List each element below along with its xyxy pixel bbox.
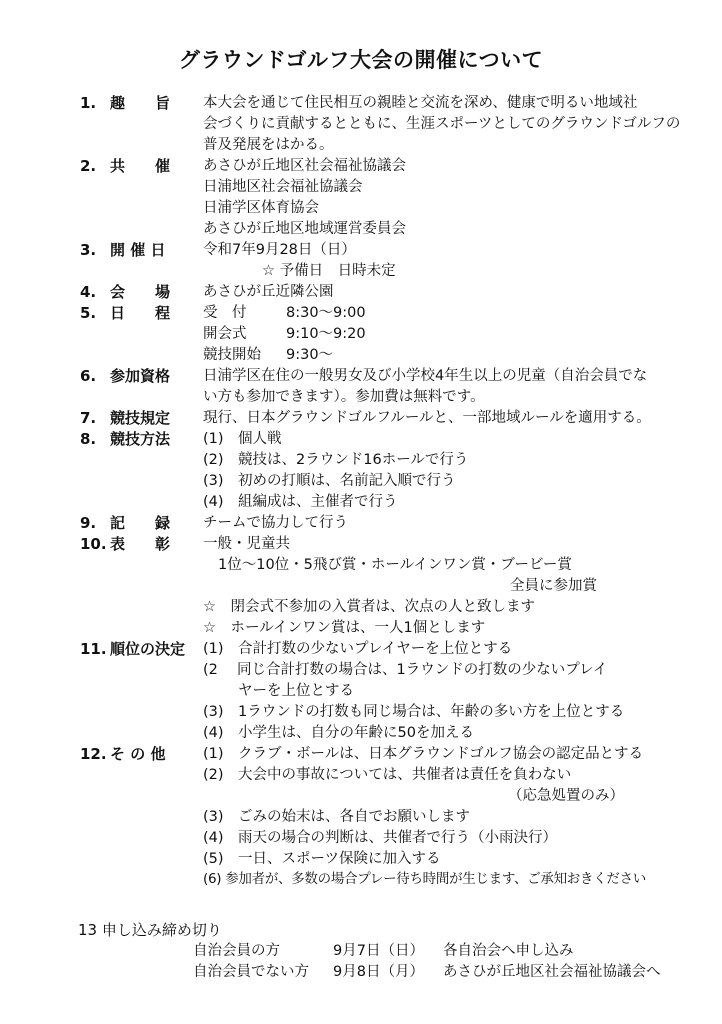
award-line: 一般・児童共 [203, 536, 290, 552]
section-4-label: 会 場 [110, 283, 171, 301]
section-10-label: 表 彰 [110, 535, 171, 553]
co-host-item: あさひが丘地区地域運営委員会 [203, 221, 406, 237]
award-line: 1位～10位・5飛び賞・ホールインワン賞・ブービー賞 [218, 557, 572, 573]
section-3-number: 3. [80, 241, 97, 259]
other-item: (3) ごみの始末は、各自でお願いします [203, 809, 471, 825]
schedule-item-time: 9:10～9:20 [286, 326, 366, 342]
award-note: ☆ 閉会式不参加の入賞者は、次点の人と致します [203, 599, 535, 615]
other-item: (4) 雨天の場合の判断は、共催者で行う（小雨決行） [203, 830, 558, 846]
deadline-who: 自治会員でない方 [193, 964, 309, 980]
method-item: (2) 競技は、2ラウンド16ホールで行う [203, 452, 469, 468]
venue: あさひが丘近隣公園 [203, 284, 334, 300]
section-9-number: 9. [80, 514, 97, 532]
section-12-label: そ の 他 [110, 745, 166, 763]
deadline-who: 自治会員の方 [193, 943, 280, 959]
section-9-label: 記 録 [110, 514, 171, 532]
method-item: (4) 組編成は、主催者で行う [203, 494, 398, 510]
reserve-date: ☆ 予備日 日時未定 [262, 263, 396, 279]
ranking-item: (1) 合計打数の少ないプレイヤーを上位とする [203, 641, 513, 657]
ranking-item: (3) 1ラウンドの打数も同じ場合は、年齢の多い方を上位とする [203, 704, 625, 720]
award-line: 全員に参加賞 [510, 578, 597, 594]
section-12-number: 12. [80, 745, 107, 763]
section-7-number: 7. [80, 409, 97, 427]
section-1-number: 1. [80, 94, 97, 112]
schedule-item-time: 9:30～ [286, 347, 334, 363]
section-3-label: 開 催 日 [110, 241, 166, 259]
ranking-item: (2 同じ合計打数の場合は、1ラウンドの打数の少ないプレイ [203, 662, 608, 678]
section-5-label: 日 程 [110, 304, 171, 322]
deadline-date: 9月7日（日） [333, 943, 424, 959]
section-1-label: 趣 旨 [110, 94, 171, 112]
section-8-number: 8. [80, 430, 97, 448]
method-item: (1) 個人戦 [203, 431, 282, 447]
section-10-number: 10. [80, 535, 107, 553]
schedule-item-name: 開会式 [203, 326, 247, 342]
other-item: （応急処置のみ） [508, 788, 624, 804]
other-item: (1) クラブ・ボールは、日本グラウンドゴルフ協会の認定品とする [203, 746, 644, 762]
deadline-heading: 13 申し込み締め切り [78, 921, 222, 939]
section-7-label: 競技規定 [110, 409, 171, 427]
section-5-number: 5. [80, 304, 97, 322]
eligibility-line: 日浦学区在住の一般男女及び小学校4年生以上の児童（自治会員でな [203, 368, 648, 384]
ranking-item: ヤーを上位とする [238, 683, 354, 699]
rules-text: 現行、日本グラウンドゴルフルールと、一部地域ルールを適用する。 [203, 410, 651, 426]
section-6-number: 6. [80, 367, 97, 385]
method-item: (3) 初めの打順は、名前記入順で行う [203, 473, 456, 489]
section-2-number: 2. [80, 157, 97, 175]
co-host-item: あさひが丘地区社会福祉協議会 [203, 158, 406, 174]
other-item: (5) 一日、スポーツ保険に加入する [203, 851, 441, 867]
other-item: (6) 参加者が、多数の場合プレー待ち時間が生じます、ご承知おきください [203, 871, 646, 887]
award-note: ☆ ホールインワン賞は、一人1個とします [203, 620, 486, 636]
section-11-label: 順位の決定 [110, 640, 186, 658]
section-1-text-line: 普及発展をはかる。 [203, 137, 334, 153]
event-date: 令和7年9月28日（日） [203, 242, 356, 258]
co-host-item: 日浦学区体育協会 [203, 200, 319, 216]
page-title: グラウンドゴルフ大会の開催について [178, 48, 544, 72]
record-text: チームで協力して行う [203, 515, 348, 531]
co-host-item: 日浦地区社会福祉協議会 [203, 179, 363, 195]
schedule-item-name: 受 付 [203, 305, 247, 321]
eligibility-line: い方も参加できます）。参加費は無料です。 [203, 389, 485, 405]
section-1-text-line: 会づくりに貢献するとともに、生涯スポーツとしてのグラウンドゴルフの [203, 116, 681, 132]
section-6-label: 参加資格 [110, 367, 171, 385]
section-4-number: 4. [80, 283, 97, 301]
deadline-date: 9月8日（月） [333, 964, 424, 980]
section-1-text-line: 本大会を通じて住民相互の親睦と交流を深め、健康で明るい地域社 [203, 95, 638, 111]
deadline-where: あさひが丘地区社会福祉協議会へ [443, 964, 661, 980]
ranking-item: (4) 小学生は、自分の年齢に50を加える [203, 725, 474, 741]
schedule-item-name: 競技開始 [203, 347, 261, 363]
section-8-label: 競技方法 [110, 430, 171, 448]
section-2-label: 共 催 [110, 157, 171, 175]
deadline-where: 各自治会へ申し込み [443, 943, 574, 959]
schedule-item-time: 8:30～9:00 [286, 305, 366, 321]
other-item: (2) 大会中の事故については、共催者は責任を負わない [203, 767, 572, 783]
section-11-number: 11. [80, 640, 107, 658]
